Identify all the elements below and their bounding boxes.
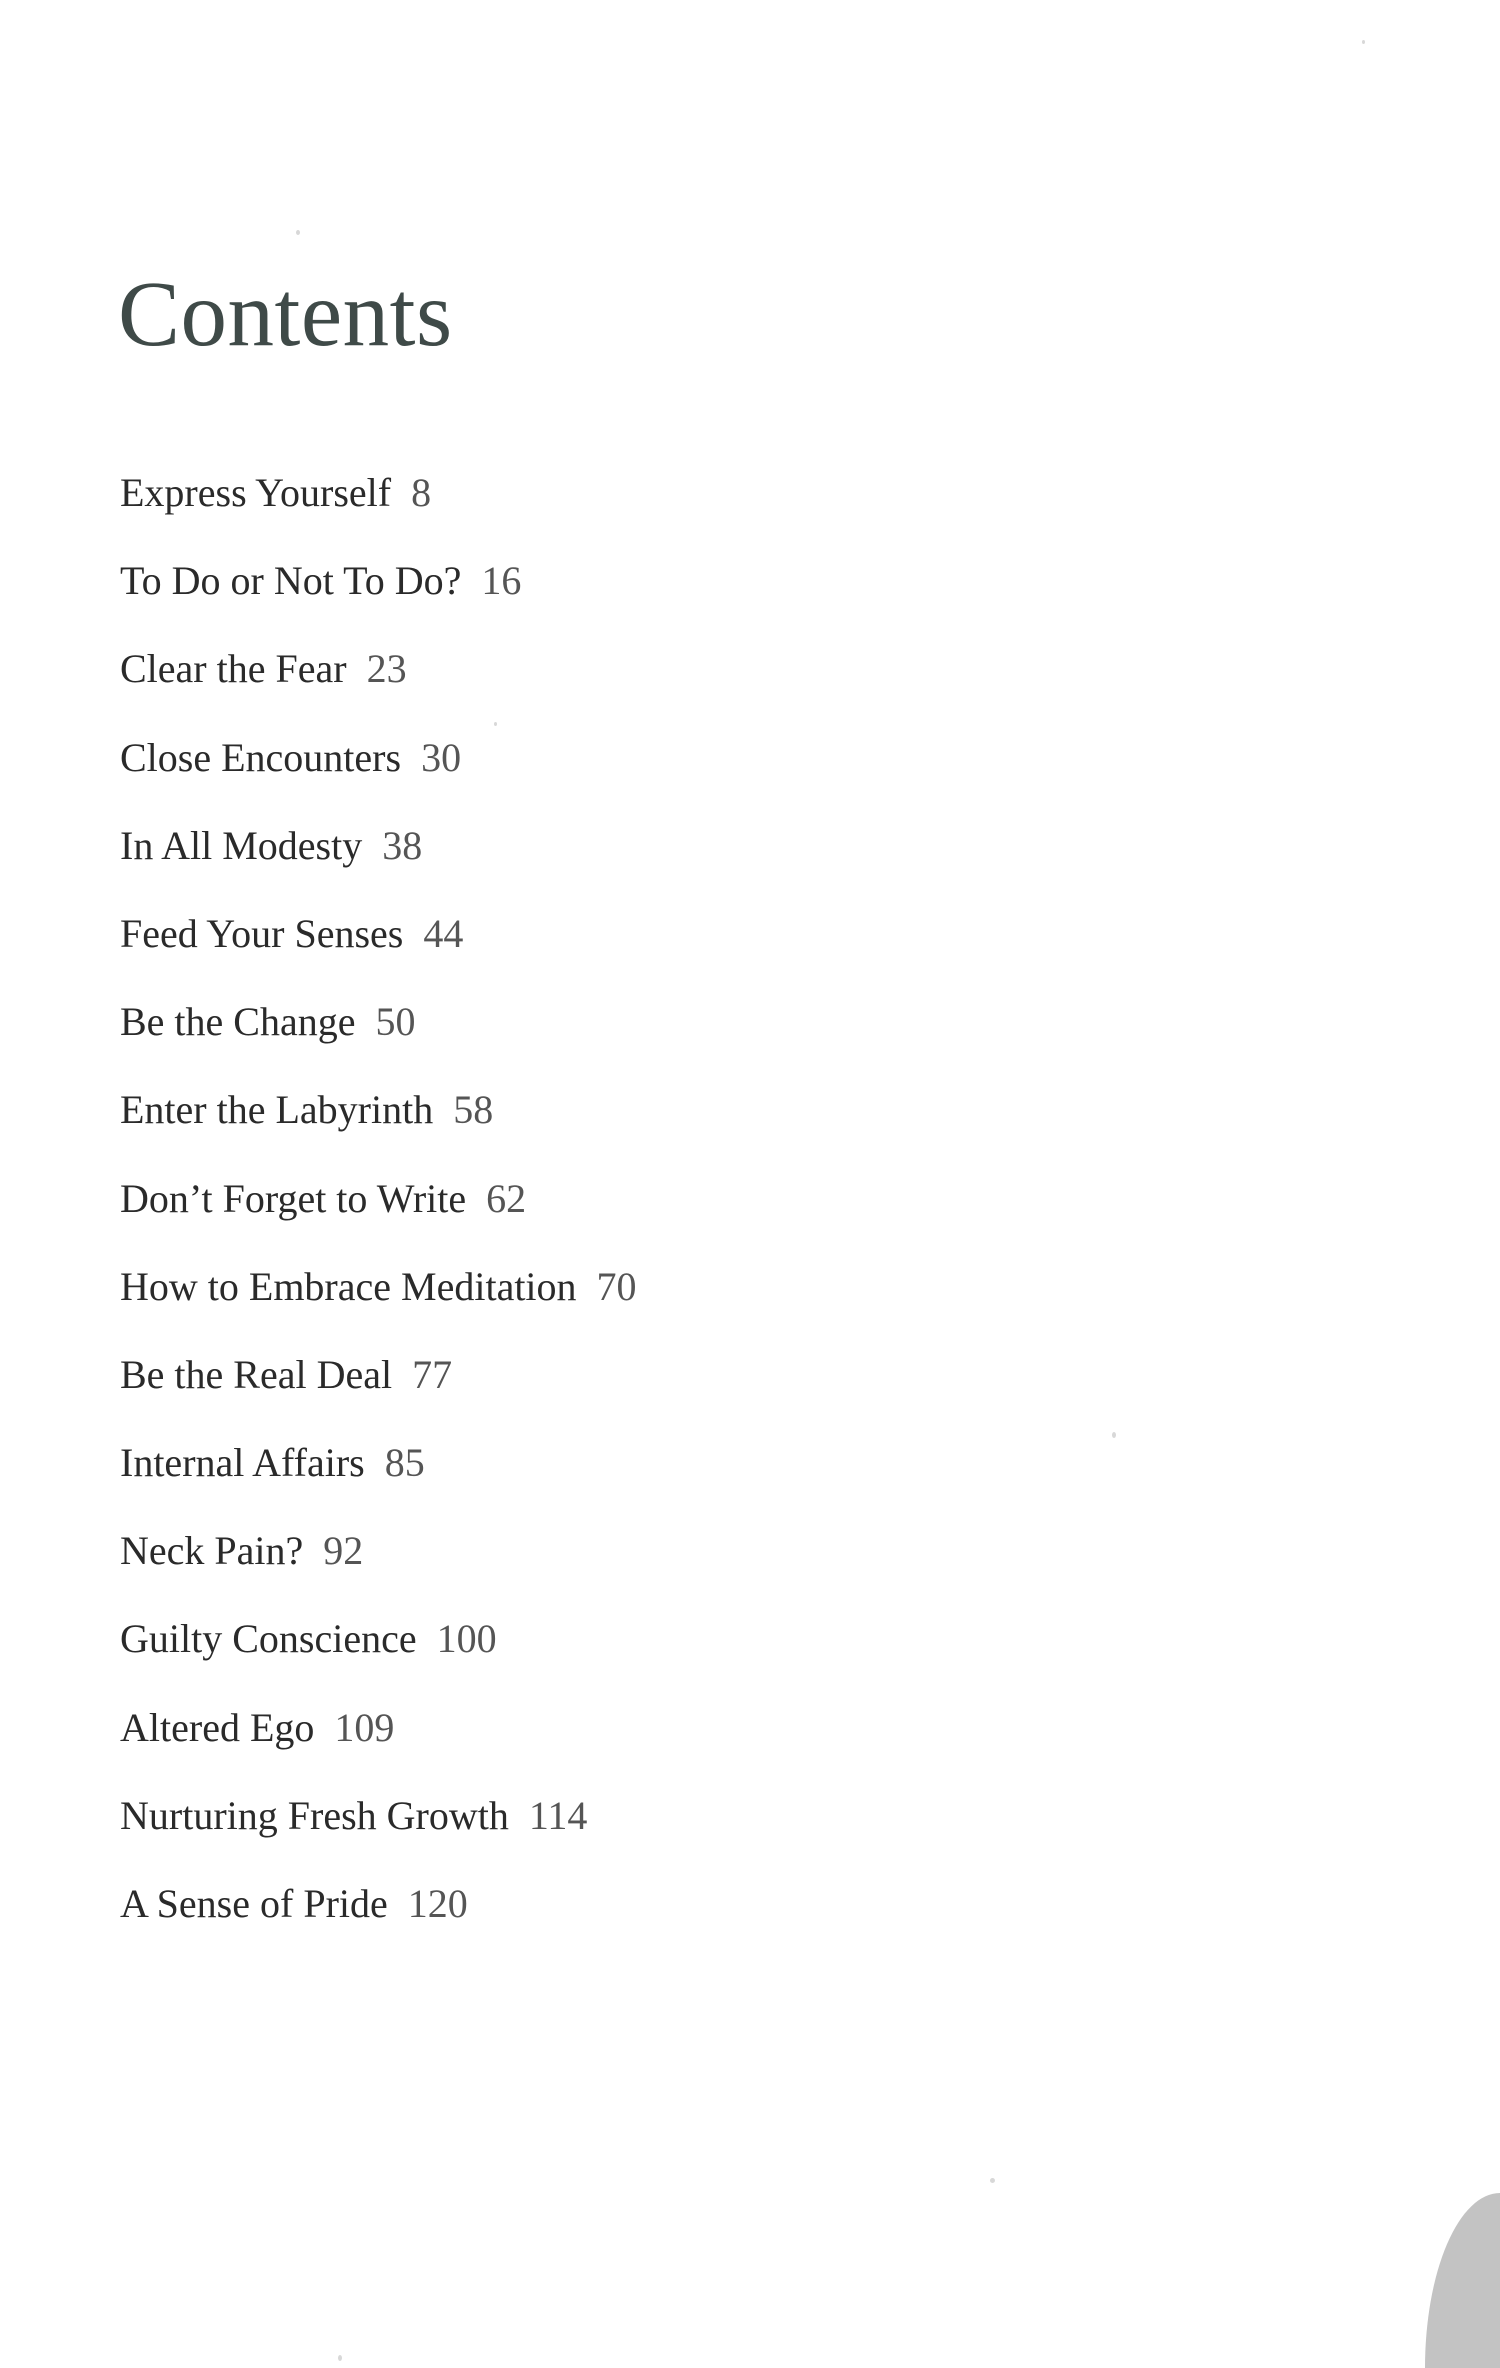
toc-entry [120, 642, 637, 730]
table-of-contents [120, 466, 637, 1965]
toc-entry-page-number: 30 [421, 734, 462, 780]
toc-entry-title: Nurturing Fresh Growth [120, 1792, 509, 1838]
toc-entry-page-number: 85 [384, 1440, 425, 1486]
toc-entry-page-number: 50 [375, 999, 416, 1045]
toc-entry-title: Altered Ego [120, 1704, 315, 1750]
toc-entry-page-number: 109 [334, 1704, 395, 1750]
toc-entry-title: Internal Affairs [120, 1440, 365, 1486]
toc-entry [120, 995, 637, 1083]
toc-entry [120, 1436, 637, 1524]
toc-entry [120, 554, 637, 642]
scan-corner-shadow-top [1385, 0, 1500, 170]
toc-entry-page-number: 38 [382, 822, 423, 868]
toc-entry-page-number: 77 [412, 1351, 453, 1397]
toc-entry-page-number: 114 [528, 1792, 588, 1838]
scan-speck [990, 2178, 995, 2183]
toc-entry [120, 1083, 637, 1171]
toc-entry-page-number: 8 [411, 470, 432, 515]
toc-entry-page-number: 62 [486, 1175, 527, 1221]
toc-entry-page-number: 16 [481, 558, 522, 604]
toc-entry [120, 819, 637, 907]
toc-entry [120, 907, 637, 995]
toc-entry-title: A Sense of Pride [120, 1881, 388, 1926]
scan-corner-shadow-bottom [1425, 2193, 1500, 2368]
toc-entry-title: To Do or Not To Do? [120, 558, 462, 604]
toc-entry-title: Be the Change [120, 999, 356, 1045]
toc-entry-title: In All Modesty [120, 822, 363, 868]
toc-entry [120, 1701, 637, 1789]
toc-entry [120, 1612, 637, 1700]
toc-entry [120, 1877, 637, 1965]
toc-entry-page-number: 44 [423, 910, 464, 956]
toc-entry [120, 1789, 637, 1877]
toc-entry-page-number: 120 [407, 1881, 468, 1926]
toc-entry [120, 731, 637, 819]
toc-entry [120, 1524, 637, 1612]
toc-entry-page-number: 58 [453, 1087, 494, 1133]
toc-entry-title: Neck Pain? [120, 1528, 304, 1574]
toc-entry-title: How to Embrace Meditation [120, 1263, 577, 1309]
toc-entry-title: Be the Real Deal [120, 1351, 393, 1397]
toc-entry [120, 1172, 637, 1260]
toc-entry [120, 1260, 637, 1348]
toc-entry-page-number: 70 [596, 1263, 637, 1309]
toc-entry-page-number: 23 [366, 646, 407, 692]
toc-entry-title: Close Encounters [120, 734, 402, 780]
scan-speck [338, 2355, 342, 2361]
scan-speck [296, 230, 300, 235]
toc-entry-title: Guilty Conscience [120, 1616, 417, 1662]
scan-speck [1362, 40, 1365, 44]
scan-speck [1112, 1432, 1116, 1438]
toc-entry [120, 466, 637, 554]
toc-entry-title: Don’t Forget to Write [120, 1175, 467, 1221]
toc-entry-title: Express Yourself [120, 470, 392, 515]
page-title: Contents [118, 263, 453, 366]
toc-entry-page-number: 100 [436, 1616, 497, 1662]
toc-entry-title: Clear the Fear [120, 646, 347, 692]
toc-entry-page-number: 92 [323, 1528, 364, 1574]
toc-entry-title: Enter the Labyrinth [120, 1087, 434, 1133]
toc-entry-title: Feed Your Senses [120, 910, 404, 956]
toc-entry [120, 1348, 637, 1436]
